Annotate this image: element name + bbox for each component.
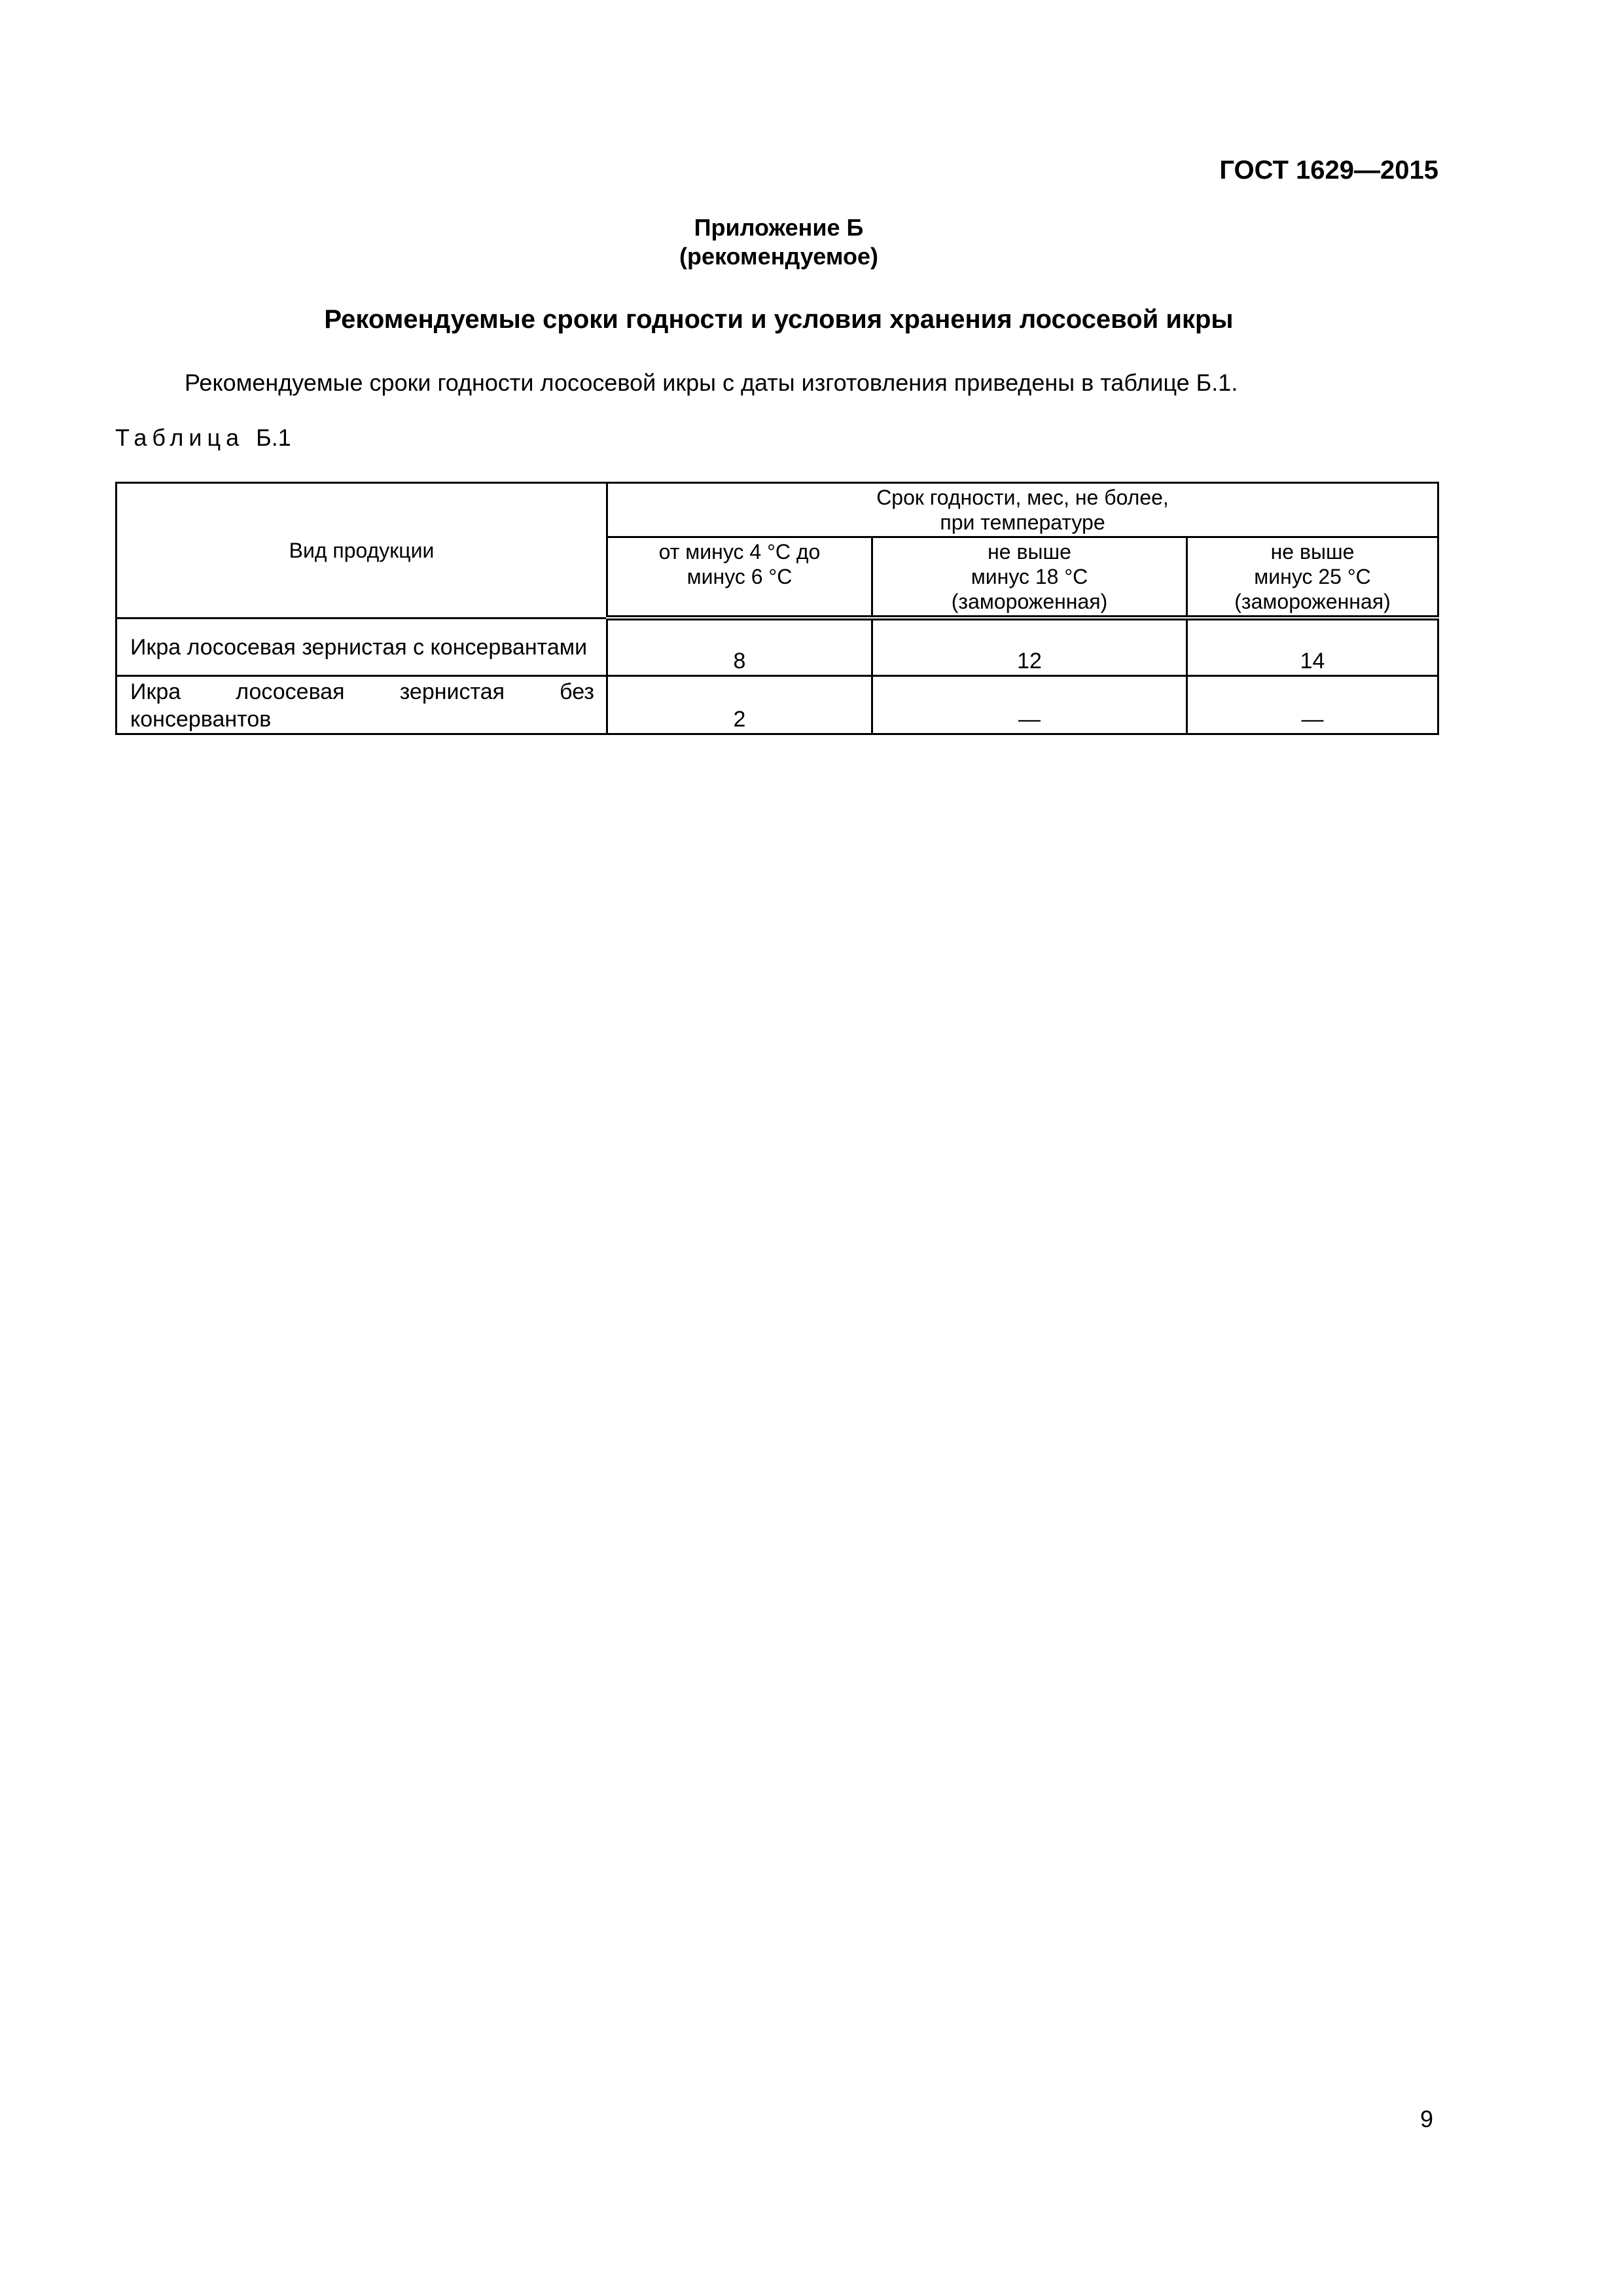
intro-paragraph: Рекомендуемые сроки годности лососевой икры с даты изготовления приведены в таблице Б.1. — [185, 369, 1238, 396]
header-shelf-life-group — [607, 483, 1438, 537]
shelf-life-value: 8 — [607, 618, 872, 675]
table-caption-number: Б.1 — [256, 424, 291, 451]
shelf-life-value: — — [872, 675, 1187, 734]
shelf-life-value: 12 — [872, 618, 1187, 675]
table-caption-word: Таблица — [115, 424, 245, 451]
product-name: Икра лососевая зернистая с консервантами — [116, 618, 607, 675]
header-temp-col-2: не выше минус 18 °С (замороженная) — [872, 537, 1187, 619]
appendix-status: (рекомендуемое) — [679, 243, 878, 270]
shelf-life-value: 14 — [1187, 618, 1438, 675]
shelf-life-value: 2 — [607, 675, 872, 734]
header-temp-col-3: не выше минус 25 °С (замороженная) — [1187, 537, 1438, 619]
shelf-life-value: — — [1187, 675, 1438, 734]
appendix-title: Приложение Б — [694, 214, 864, 241]
table-caption — [115, 423, 291, 453]
appendix-heading — [0, 213, 1558, 271]
header-temp-col-1: от минус 4 °С до минус 6 °С — [607, 537, 872, 619]
header-group-line2: при температуре — [940, 511, 1105, 534]
header-product-type: Вид продукции — [116, 483, 607, 619]
table-row — [116, 618, 1438, 675]
header-group-line1: Срок годности, мес, не более, — [876, 486, 1169, 509]
table-row — [116, 675, 1438, 734]
product-name: Икра лососевая зернистая без консервантов — [116, 675, 607, 734]
document-code: ГОСТ 1629—2015 — [1219, 156, 1438, 185]
page-title: Рекомендуемые сроки годности и условия хранения лососевой икры — [324, 305, 1234, 334]
shelf-life-table — [115, 482, 1439, 735]
page-number: 9 — [1419, 2106, 1433, 2132]
